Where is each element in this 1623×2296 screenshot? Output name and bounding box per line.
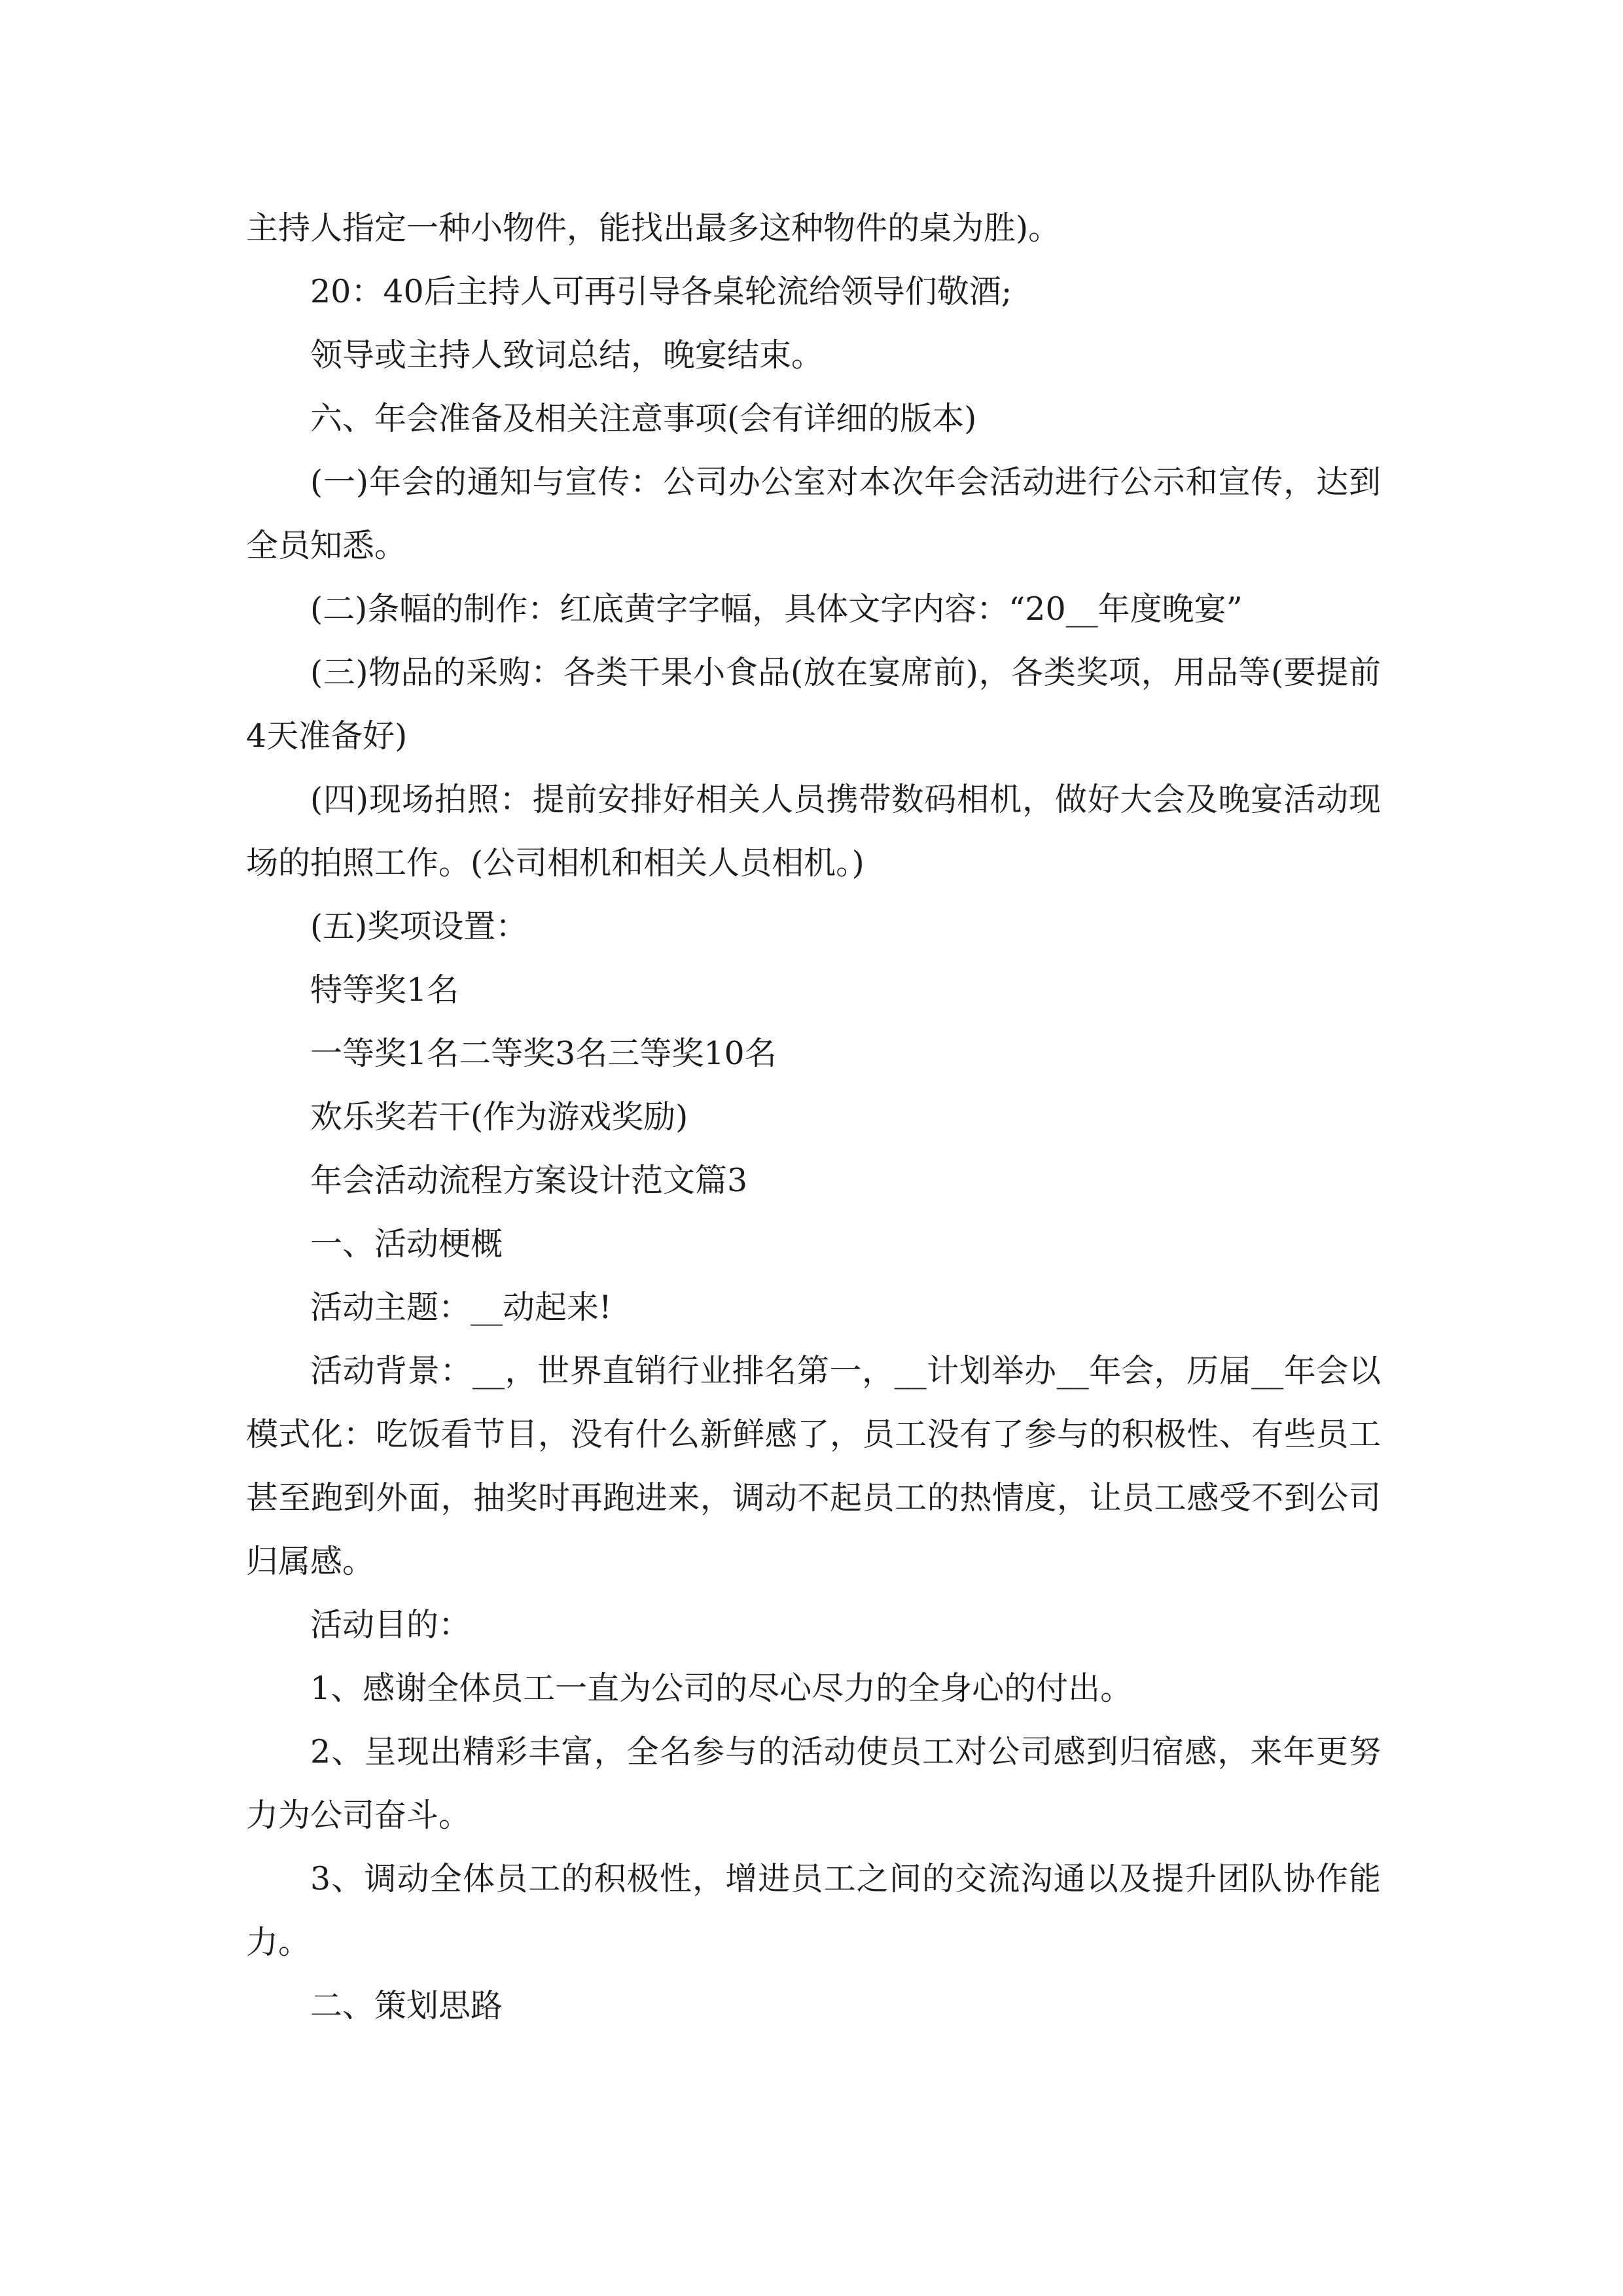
section-heading: 六、年会准备及相关注意事项(会有详细的版本) [310, 400, 977, 437]
paragraph: 活动主题：__动起来! [310, 1289, 612, 1326]
paragraph: 活动背景：__，世界直销行业排名第一，__计划举办__年会，历届__年会以模式化：吃饭看节目，没有什么新鲜感了，员工没有了参与的积极性、有些员工甚至跑到外面，抽奖时再跑进来，调动不起员工的热情度，让员工感受不到公司归属感。 [246, 1352, 1381, 1580]
paragraph: (一)年会的通知与宣传：公司办公室对本次年会活动进行公示和宣传，达到全员知悉。 [246, 463, 1381, 564]
list-item: 3、调动全体员工的积极性，增进员工之间的交流沟通以及提升团队协作能力。 [246, 1860, 1381, 1961]
list-item: 2、呈现出精彩丰富，全名参与的活动使员工对公司感到归宿感，来年更努力为公司奋斗。 [246, 1733, 1381, 1834]
article-title: 年会活动流程方案设计范文篇3 [310, 1162, 748, 1199]
paragraph: 特等奖1名 [310, 971, 459, 1009]
paragraph: 主持人指定一种小物件，能找出最多这种物件的桌为胜)。 [246, 209, 1061, 247]
paragraph: 活动目的： [310, 1606, 471, 1643]
paragraph: (二)条幅的制作：红底黄字字幅，具体文字内容：“20__年度晚宴” [310, 590, 1243, 628]
paragraph: 领导或主持人致词总结，晚宴结束。 [310, 336, 824, 374]
paragraph: (三)物品的采购：各类干果小食品(放在宴席前)，各类奖项，用品等(要提前4天准备好) [246, 654, 1381, 755]
paragraph: 20：40后主持人可再引导各桌轮流给领导们敬酒; [310, 273, 1012, 310]
paragraph: (四)现场拍照：提前安排好相关人员携带数码相机，做好大会及晚宴活动现场的拍照工作。(公司相机和相关人员相机。) [246, 781, 1381, 882]
paragraph: (五)奖项设置： [310, 908, 528, 945]
paragraph: 一等奖1名二等奖3名三等奖10名 [310, 1035, 777, 1072]
section-heading: 二、策划思路 [310, 1987, 503, 2024]
paragraph: 欢乐奖若干(作为游戏奖励) [310, 1098, 688, 1136]
document-body [246, 196, 1381, 2037]
section-heading: 一、活动梗概 [310, 1225, 503, 1263]
list-item: 1、感谢全体员工一直为公司的尽心尽力的全身心的付出。 [310, 1670, 1133, 1707]
